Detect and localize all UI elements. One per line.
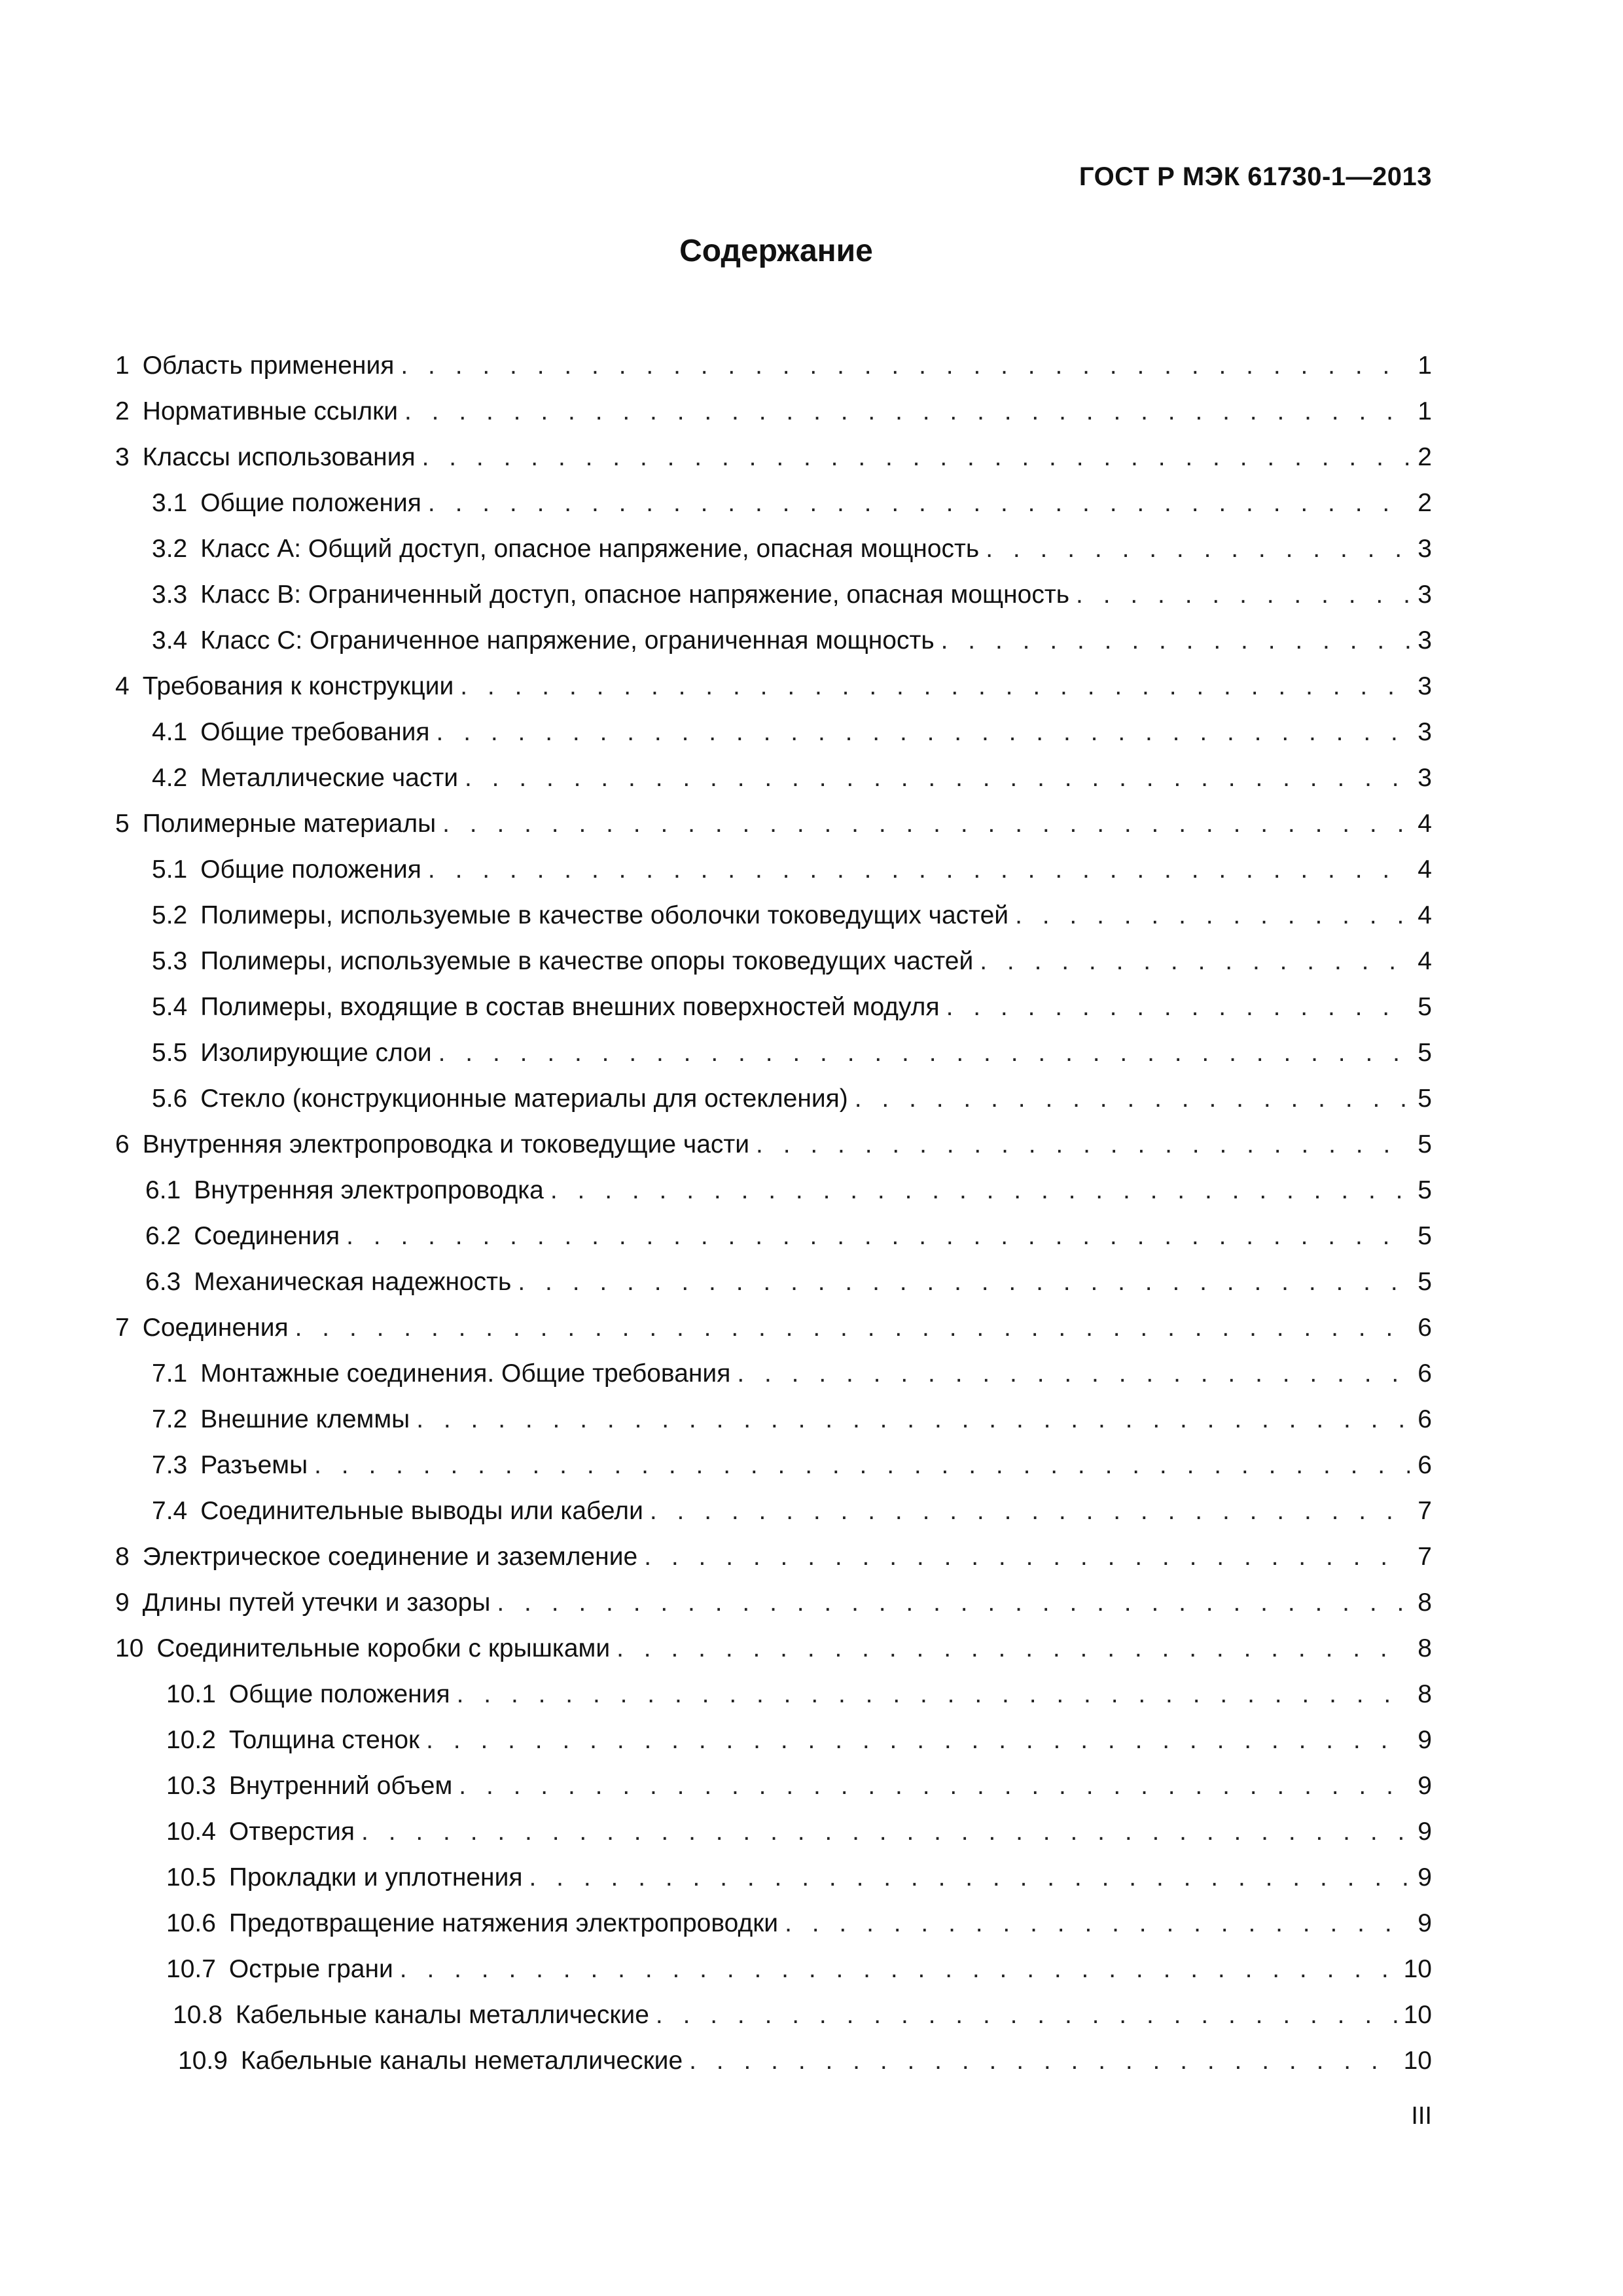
toc-entry-number: 10.1 [166,1680,216,1708]
toc-entry-number: 2 [115,397,130,425]
toc-dot-leader [416,1397,1410,1443]
toc-entry-page: 6 [1418,1451,1432,1479]
toc-dot-leader [460,664,1410,709]
toc-entry-title: Толщина стенок [228,1726,420,1754]
toc-entry-page: 5 [1418,1268,1432,1296]
toc-entry-number: 7.4 [152,1497,188,1525]
toc-entry-title: Механическая надежность [194,1268,512,1296]
toc-dot-leader [497,1580,1410,1626]
toc-entry-page: 3 [1418,626,1432,655]
toc-entry-page: 10 [1403,2001,1432,2029]
toc-dot-leader [689,2038,1397,2084]
toc-entry-page: 5 [1418,1130,1432,1158]
toc-dot-leader [459,1763,1410,1809]
toc-entry[interactable] [115,939,1432,984]
toc-entry-number: 3.3 [152,581,188,609]
toc-entry-number: 10.5 [166,1863,216,1892]
toc-entry[interactable] [115,1351,1432,1397]
toc-entry-title: Класс С: Ограниченное напряжение, ограниченная мощность [200,626,935,655]
toc-entry[interactable] [115,1259,1432,1305]
toc-entry-page: 9 [1418,1818,1432,1846]
toc-entry-title: Соединительные выводы или кабели [200,1497,643,1525]
toc-dot-leader [400,1946,1397,1992]
toc-entry-title: Полимеры, используемые в качестве опоры токоведущих частей [200,947,974,975]
toc-entry-number: 6 [115,1130,130,1158]
toc-dot-leader [422,435,1410,480]
toc-dot-leader [361,1809,1410,1855]
toc-dot-leader [1076,572,1410,618]
toc-entry-page: 8 [1418,1634,1432,1662]
toc-dot-leader [346,1213,1410,1259]
toc-dot-leader [616,1626,1410,1672]
toc-entry-number: 5.4 [152,993,188,1021]
toc-entry[interactable] [115,389,1432,435]
toc-entry-page: 7 [1418,1497,1432,1525]
toc-entry-page: 5 [1418,1085,1432,1113]
toc-entry-number: 8 [115,1543,130,1571]
toc-entry[interactable] [115,1534,1432,1580]
toc-entry[interactable] [115,1305,1432,1351]
toc-entry-title: Общие требования [200,718,430,746]
toc-dot-leader [428,847,1410,893]
toc-entry-title: Электрическое соединение и заземление [142,1543,638,1571]
toc-entry-title: Класс А: Общий доступ, опасное напряжение, опасная мощность [200,535,980,563]
toc-entry[interactable] [115,1122,1432,1168]
toc-entry-number: 5 [115,810,130,838]
toc-entry[interactable] [115,1901,1432,1946]
toc-dot-leader [518,1259,1410,1305]
toc-dot-leader [438,1030,1410,1076]
toc-entry-title: Соединения [194,1222,340,1250]
toc-entry-title: Соединительные коробки с крышками [156,1634,611,1662]
toc-dot-leader [442,801,1410,847]
toc-entry[interactable] [115,1168,1432,1213]
toc-entry-title: Классы использования [142,443,416,471]
toc-entry-page: 6 [1418,1405,1432,1433]
toc-dot-leader [550,1168,1410,1213]
toc-entry[interactable] [115,755,1432,801]
toc-entry[interactable] [115,664,1432,709]
toc-entry[interactable] [115,1855,1432,1901]
toc-entry[interactable] [115,2038,1432,2084]
toc-entry-title: Общие положения [228,1680,450,1708]
toc-entry-title: Внешние клеммы [200,1405,410,1433]
toc-entry-number: 7.3 [152,1451,188,1479]
toc-entry[interactable] [115,1030,1432,1076]
toc-entry-page: 4 [1418,810,1432,838]
toc-entry-page: 10 [1403,2047,1432,2075]
toc-entry-number: 1 [115,351,130,380]
toc-entry[interactable] [115,1809,1432,1855]
toc-entry-page: 4 [1418,947,1432,975]
toc-entry-page: 5 [1418,1039,1432,1067]
toc-dot-leader [737,1351,1410,1397]
toc-dot-leader [428,480,1410,526]
toc-entry[interactable] [115,847,1432,893]
toc-entry[interactable] [115,618,1432,664]
toc-entry-number: 6.1 [145,1176,181,1204]
toc-entry-number: 6.2 [145,1222,181,1250]
toc-entry[interactable] [115,893,1432,939]
toc-entry-title: Кабельные каналы неметаллические [240,2047,683,2075]
toc-entry-page: 4 [1418,901,1432,929]
toc-entry-page: 6 [1418,1359,1432,1388]
toc-entry-page: 5 [1418,1176,1432,1204]
toc-dot-leader [457,1672,1410,1717]
toc-entry-number: 10.3 [166,1772,216,1800]
table-of-contents [115,343,1432,2084]
toc-entry-title: Полимерные материалы [142,810,437,838]
toc-entry-page: 8 [1418,1588,1432,1617]
toc-entry-title: Изолирующие слои [200,1039,432,1067]
toc-entry-number: 5.6 [152,1085,188,1113]
toc-entry-number: 7 [115,1314,130,1342]
toc-entry[interactable] [115,526,1432,572]
toc-entry-page: 2 [1418,443,1432,471]
toc-entry-page: 5 [1418,1222,1432,1250]
toc-entry[interactable] [115,572,1432,618]
toc-dot-leader [644,1534,1410,1580]
toc-entry[interactable] [115,1443,1432,1488]
toc-entry-title: Разъемы [200,1451,308,1479]
toc-entry[interactable] [115,801,1432,847]
toc-entry[interactable] [115,1717,1432,1763]
toc-entry-page: 10 [1403,1955,1432,1983]
toc-entry-number: 3 [115,443,130,471]
toc-entry[interactable] [115,1397,1432,1443]
toc-entry-number: 3.2 [152,535,188,563]
toc-entry-title: Нормативные ссылки [142,397,398,425]
toc-dot-leader [980,939,1410,984]
toc-entry-title: Предотвращение натяжения электропроводки [228,1909,779,1937]
toc-entry-title: Прокладки и уплотнения [228,1863,523,1892]
toc-entry-title: Внутренний объем [228,1772,453,1800]
toc-entry-title: Острые грани [228,1955,393,1983]
toc-dot-leader [437,709,1410,755]
toc-entry-number: 6.3 [145,1268,181,1296]
toc-entry-number: 10.9 [178,2047,228,2075]
toc-entry-number: 7.1 [152,1359,188,1388]
toc-entry-title: Монтажные соединения. Общие требования [200,1359,731,1388]
toc-dot-leader [1015,893,1410,939]
toc-entry-number: 10.8 [173,2001,223,2029]
toc-entry-page: 1 [1418,351,1432,380]
toc-entry[interactable] [115,1213,1432,1259]
page-title: Содержание [679,234,873,268]
toc-entry-title: Отверстия [228,1818,355,1846]
toc-entry-title: Требования к конструкции [142,672,454,700]
toc-entry-page: 3 [1418,535,1432,563]
toc-dot-leader [756,1122,1410,1168]
toc-dot-leader [656,1992,1397,2038]
toc-entry-title: Полимеры, входящие в состав внешних поверхностей модуля [200,993,940,1021]
toc-entry-page: 2 [1418,489,1432,517]
toc-entry[interactable] [115,1626,1432,1672]
toc-entry-number: 5.3 [152,947,188,975]
toc-entry-number: 9 [115,1588,130,1617]
toc-dot-leader [465,755,1410,801]
toc-entry-title: Соединения [142,1314,289,1342]
toc-dot-leader [946,984,1410,1030]
toc-entry[interactable] [115,709,1432,755]
toc-entry-number: 7.2 [152,1405,188,1433]
toc-entry-page: 9 [1418,1772,1432,1800]
toc-entry-page: 1 [1418,397,1432,425]
toc-entry[interactable] [115,1580,1432,1626]
toc-entry-page: 3 [1418,718,1432,746]
toc-entry-number: 5.2 [152,901,188,929]
toc-entry-number: 10.7 [166,1955,216,1983]
page-number: III [1411,2102,1432,2130]
toc-dot-leader [941,618,1410,664]
toc-entry[interactable] [115,1992,1432,2038]
toc-entry-page: 3 [1418,672,1432,700]
toc-entry-number: 10.2 [166,1726,216,1754]
toc-entry[interactable] [115,1763,1432,1809]
toc-entry-number: 4.1 [152,718,188,746]
toc-entry-number: 10.6 [166,1909,216,1937]
toc-entry[interactable] [115,1076,1432,1122]
toc-entry[interactable] [115,984,1432,1030]
toc-dot-leader [401,343,1410,389]
toc-entry-number: 10 [115,1634,144,1662]
toc-entry-page: 8 [1418,1680,1432,1708]
toc-entry-title: Металлические части [200,764,458,792]
toc-entry-number: 4.2 [152,764,188,792]
toc-entry-title: Общие положения [200,489,421,517]
toc-entry-page: 6 [1418,1314,1432,1342]
toc-entry-title: Стекло (конструкционные материалы для остекления) [200,1085,848,1113]
toc-dot-leader [404,389,1410,435]
toc-entry-page: 9 [1418,1863,1432,1892]
toc-entry-number: 10.4 [166,1818,216,1846]
toc-entry-number: 5.5 [152,1039,188,1067]
toc-entry[interactable] [115,480,1432,526]
toc-entry-number: 4 [115,672,130,700]
toc-entry[interactable] [115,343,1432,389]
toc-entry-page: 9 [1418,1726,1432,1754]
toc-dot-leader [785,1901,1410,1946]
toc-entry-page: 9 [1418,1909,1432,1937]
toc-entry-number: 3.1 [152,489,188,517]
toc-entry-title: Область применения [142,351,395,380]
toc-dot-leader [529,1855,1410,1901]
document-code-header: ГОСТ Р МЭК 61730-1—2013 [1079,162,1432,191]
toc-entry-page: 7 [1418,1543,1432,1571]
toc-entry-title: Кабельные каналы металлические [235,2001,649,2029]
toc-dot-leader [426,1717,1410,1763]
toc-entry-page: 3 [1418,581,1432,609]
toc-entry-number: 3.4 [152,626,188,655]
toc-entry-title: Класс В: Ограниченный доступ, опасное напряжение, опасная мощность [200,581,1070,609]
toc-dot-leader [986,526,1410,572]
toc-entry[interactable] [115,1946,1432,1992]
toc-dot-leader [295,1305,1410,1351]
toc-dot-leader [855,1076,1410,1122]
toc-entry-page: 4 [1418,855,1432,884]
toc-entry-number: 5.1 [152,855,188,884]
toc-entry-page: 3 [1418,764,1432,792]
toc-entry[interactable] [115,435,1432,480]
toc-entry-title: Внутренняя электропроводка и токоведущие части [142,1130,750,1158]
toc-entry[interactable] [115,1672,1432,1717]
toc-dot-leader [314,1443,1410,1488]
toc-entry-title: Общие положения [200,855,421,884]
toc-entry[interactable] [115,1488,1432,1534]
toc-entry-page: 5 [1418,993,1432,1021]
toc-entry-title: Длины путей утечки и зазоры [142,1588,491,1617]
toc-entry-title: Внутренняя электропроводка [194,1176,544,1204]
toc-entry-title: Полимеры, используемые в качестве оболочки токоведущих частей [200,901,1009,929]
toc-dot-leader [650,1488,1410,1534]
